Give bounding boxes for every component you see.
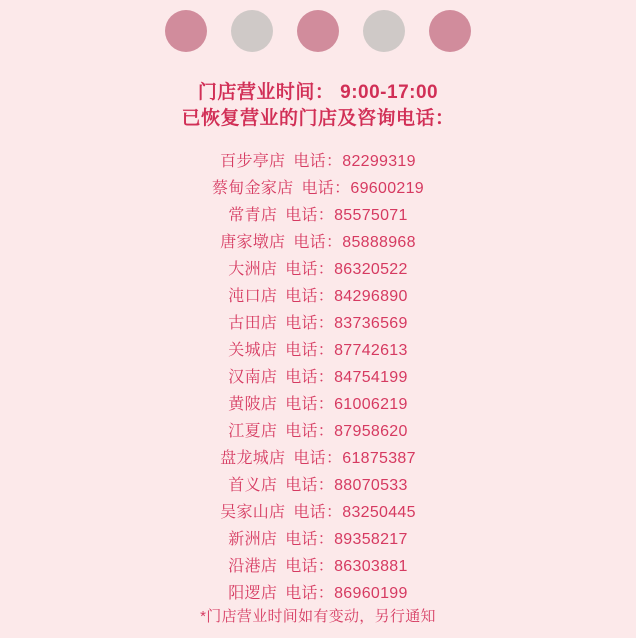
store-name: 新洲店 bbox=[228, 531, 278, 548]
list-item bbox=[220, 499, 416, 526]
store-phone: 电话：89358217 bbox=[285, 531, 408, 548]
store-phone: 电话：61006219 bbox=[285, 396, 408, 413]
store-name: 大洲店 bbox=[228, 261, 278, 278]
list-item bbox=[220, 445, 416, 472]
store-name: 常青店 bbox=[228, 207, 278, 224]
store-phone: 电话：86320522 bbox=[285, 261, 408, 278]
store-phone: 电话：87958620 bbox=[285, 423, 408, 440]
list-item bbox=[228, 580, 407, 607]
store-name: 阳逻店 bbox=[228, 585, 278, 602]
store-phone: 电话：83250445 bbox=[293, 504, 416, 521]
notice-headings bbox=[0, 80, 636, 132]
store-name: 百步亭店 bbox=[220, 153, 286, 170]
store-name: 唐家墩店 bbox=[220, 234, 286, 251]
store-phone: 电话：85575071 bbox=[285, 207, 408, 224]
list-item bbox=[220, 148, 416, 175]
business-hours-heading: 门店营业时间： 9:00-17:00 bbox=[197, 82, 439, 103]
list-item bbox=[228, 256, 407, 283]
list-item bbox=[228, 337, 407, 364]
store-name: 汉南店 bbox=[228, 369, 278, 386]
store-phone: 电话：86960199 bbox=[285, 585, 408, 602]
store-name: 沌口店 bbox=[228, 288, 278, 305]
list-item bbox=[220, 229, 416, 256]
store-name: 首义店 bbox=[228, 477, 278, 494]
dot-icon bbox=[297, 10, 339, 52]
store-name: 蔡甸金家店 bbox=[211, 180, 294, 197]
decorative-dots bbox=[0, 0, 636, 52]
list-item bbox=[228, 364, 407, 391]
store-list bbox=[0, 148, 636, 607]
store-name: 江夏店 bbox=[228, 423, 278, 440]
list-item bbox=[212, 175, 424, 202]
footnote: *门店营业时间如有变动，另行通知 bbox=[200, 608, 436, 625]
store-name: 盘龙城店 bbox=[220, 450, 286, 467]
list-item bbox=[228, 202, 407, 229]
store-phone: 电话：82299319 bbox=[293, 153, 416, 170]
store-name: 黄陂店 bbox=[228, 396, 278, 413]
store-name: 沿港店 bbox=[228, 558, 278, 575]
store-phone: 电话：86303881 bbox=[285, 558, 408, 575]
store-name: 关城店 bbox=[228, 342, 278, 359]
reopened-stores-heading: 已恢复营业的门店及咨询电话： bbox=[181, 108, 455, 129]
store-name: 吴家山店 bbox=[220, 504, 286, 521]
store-phone: 电话：84754199 bbox=[285, 369, 408, 386]
dot-icon bbox=[363, 10, 405, 52]
dot-icon bbox=[231, 10, 273, 52]
dot-icon bbox=[429, 10, 471, 52]
store-phone: 电话：85888968 bbox=[293, 234, 416, 251]
store-phone: 电话：88070533 bbox=[285, 477, 408, 494]
list-item bbox=[228, 283, 407, 310]
store-phone: 电话：61875387 bbox=[293, 450, 416, 467]
store-phone: 电话：83736569 bbox=[285, 315, 408, 332]
list-item bbox=[228, 310, 407, 337]
list-item bbox=[228, 472, 407, 499]
store-phone: 电话：69600219 bbox=[301, 180, 424, 197]
store-phone: 电话：87742613 bbox=[285, 342, 408, 359]
list-item bbox=[228, 526, 407, 553]
list-item bbox=[228, 418, 407, 445]
store-name: 古田店 bbox=[228, 315, 278, 332]
dot-icon bbox=[165, 10, 207, 52]
store-phone: 电话：84296890 bbox=[285, 288, 408, 305]
list-item bbox=[228, 553, 407, 580]
list-item bbox=[228, 391, 407, 418]
